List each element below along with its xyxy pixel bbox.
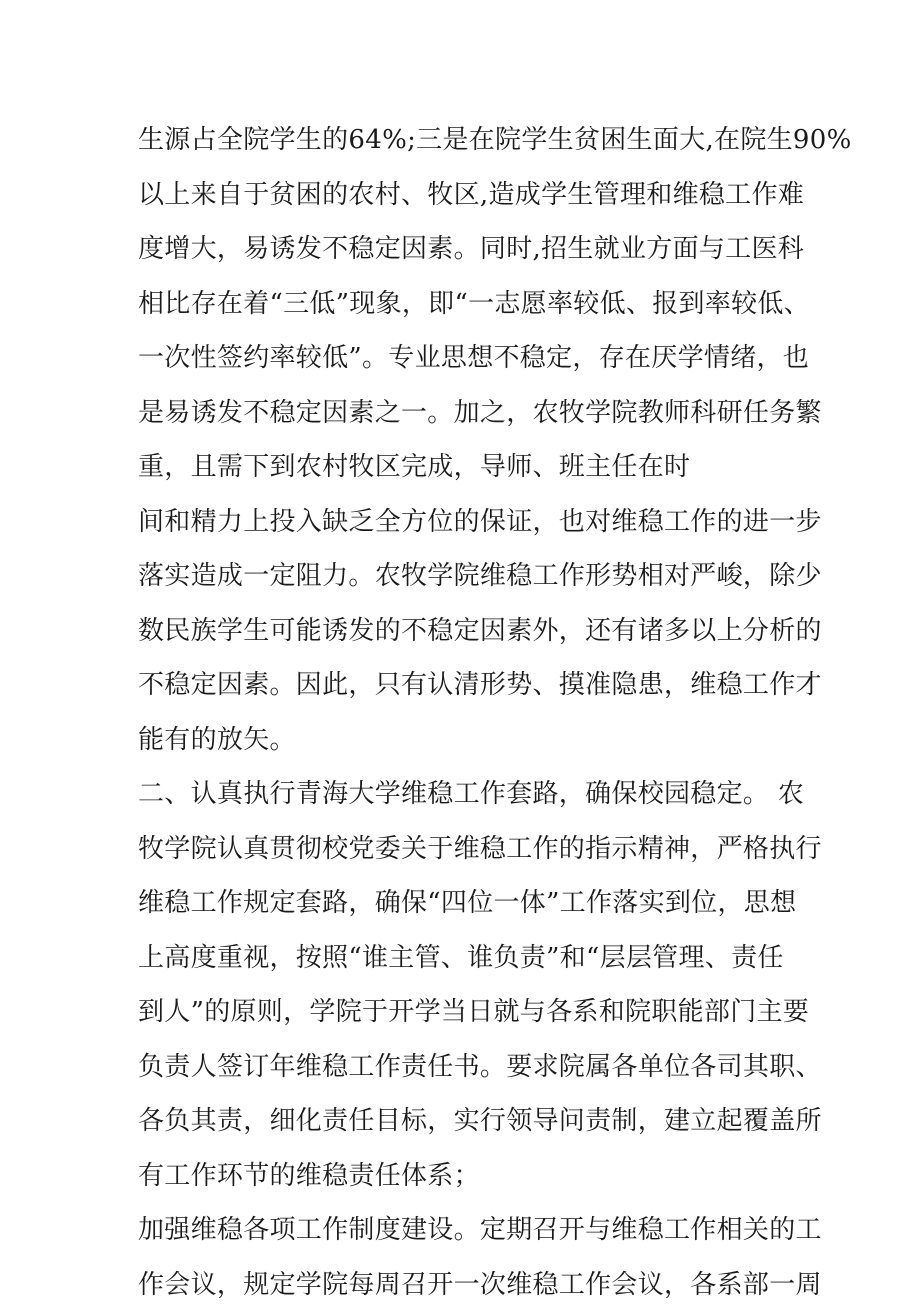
text-line: 牧学院认真贯彻校党委关于维稳工作的指示精神，严格执行 [138, 822, 798, 877]
text-line: 维稳工作规定套路，确保“四位一体”工作落实到位，思想 [138, 876, 798, 931]
text-line: 负责人签订年维稳工作责任书。要求院属各单位各司其职、 [138, 1040, 798, 1095]
text-line: 生源占全院学生的64%;三是在院学生贫困生面大,在院生90% [138, 113, 798, 168]
text-line: 相比存在着“三低”现象，即“一志愿率较低、报到率较低、 [138, 277, 798, 332]
text-line: 作会议，规定学院每周召开一次维稳工作会议，各系部一周 [138, 1258, 798, 1312]
text-line: 度增大，易诱发不稳定因素。同时,招生就业方面与工医科 [138, 222, 798, 277]
text-line: 不稳定因素。因此，只有认清形势、摸准隐患，维稳工作才 [138, 658, 798, 713]
text-line: 以上来自于贫困的农村、牧区,造成学生管理和维稳工作难 [138, 168, 798, 223]
text-line: 各负其责，细化责任目标，实行领导问责制，建立起覆盖所 [138, 1094, 798, 1149]
text-line: 到人”的原则，学院于开学当日就与各系和院职能部门主要 [138, 985, 798, 1040]
text-line: 一次性签约率较低”。专业思想不稳定，存在厌学情绪，也 [138, 331, 798, 386]
text-line: 重，且需下到农村牧区完成，导师、班主任在时 [138, 440, 798, 495]
body-text [138, 113, 798, 1312]
text-line: 间和精力上投入缺乏全方位的保证，也对维稳工作的进一步 [138, 495, 798, 550]
text-line: 能有的放矢。 [138, 713, 798, 768]
text-line: 数民族学生可能诱发的不稳定因素外，还有诸多以上分析的 [138, 604, 798, 659]
text-line: 落实造成一定阻力。农牧学院维稳工作形势相对严峻，除少 [138, 549, 798, 604]
text-line: 是易诱发不稳定因素之一。加之，农牧学院教师科研任务繁 [138, 386, 798, 441]
text-line: 上高度重视，按照“谁主管、谁负责”和“层层管理、责任 [138, 931, 798, 986]
text-line: 加强维稳各项工作制度建设。定期召开与维稳工作相关的工 [138, 1203, 798, 1258]
section-heading-line: 二、认真执行青海大学维稳工作套路，确保校园稳定。 农 [138, 767, 798, 822]
text-line: 有工作环节的维稳责任体系； [138, 1149, 798, 1204]
